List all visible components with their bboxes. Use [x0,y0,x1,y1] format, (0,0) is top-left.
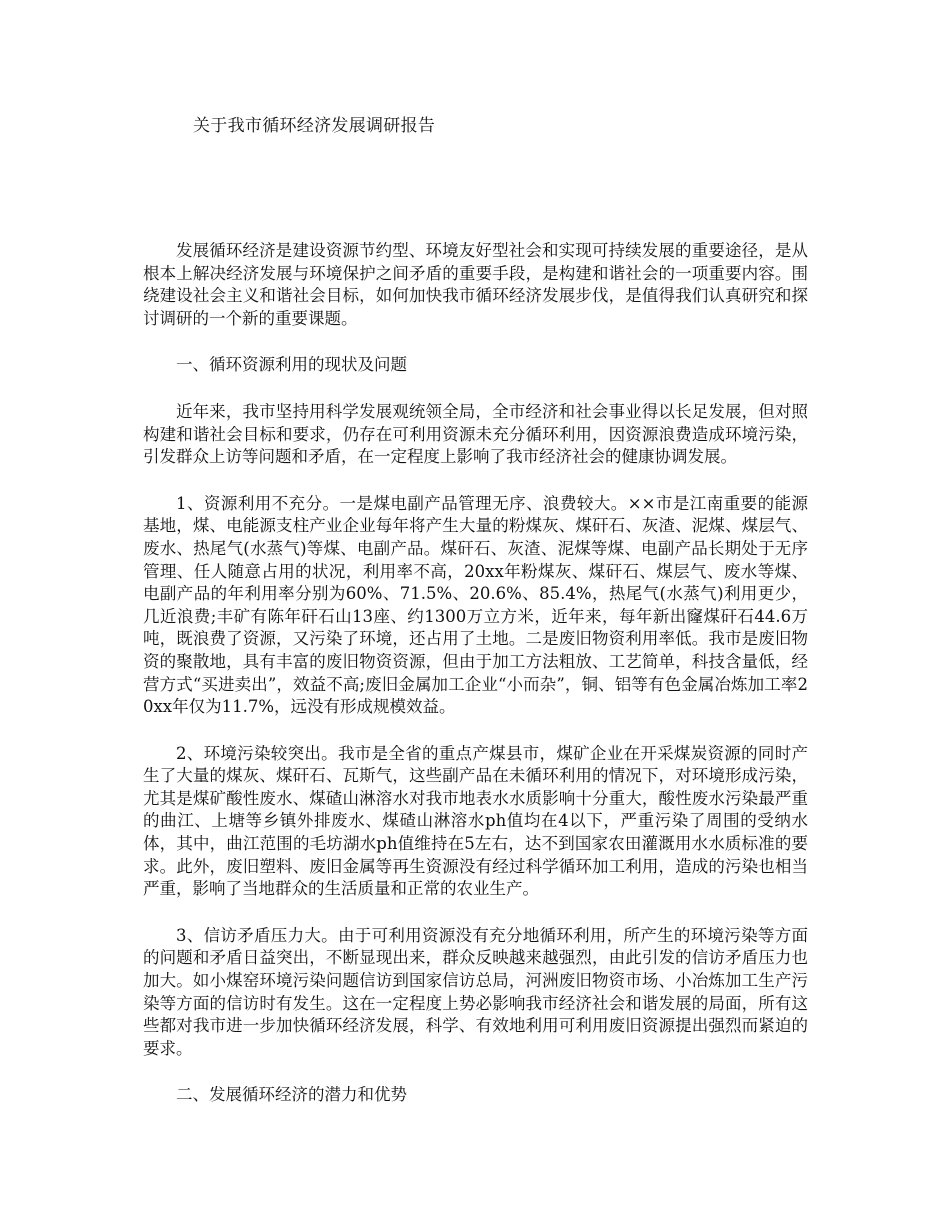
environmental-pollution-paragraph: 2、环境污染较突出。我市是全省的重点产煤县市，煤矿企业在开采煤炭资源的同时产生了大量的煤灰、煤矸石、瓦斯气，这些副产品在未循环利用的情况下，对环境形成污染，尤其是煤矿酸性废水、煤碴山淋溶水对我市地表水水质影响十分重大，酸性废水污染最严重的曲江、上塘等乡镇外排废水、煤碴山淋溶水ph值均在4以下，严重污染了周围的受纳水体，其中，曲江范围的毛坊湖水ph值维持在5左右，达不到国家农田灌溉用水水质标准的要求。此外，废旧塑料、废旧金属等再生资源没有经过科学循环加工利用，造成的污染也相当严重，影响了当地群众的生活质量和正常的农业生产。 [143,743,808,899]
section-1-intro-paragraph: 近年来，我市坚持用科学发展观统领全局，全市经济和社会事业得以长足发展，但对照构建和谐社会目标和要求，仍存在可利用资源未充分循环利用，因资源浪费造成环境污染，引发群众上访等问题和矛盾，在一定程度上影响了我市经济社会的健康协调发展。 [143,401,808,467]
section-heading-2: 二、发展循环经济的潜力和优势 [176,1085,407,1105]
document-title: 关于我市循环经济发展调研报告 [193,116,436,136]
section-heading-1: 一、循环资源利用的现状及问题 [176,355,407,375]
intro-paragraph: 发展循环经济是建设资源节约型、环境友好型社会和实现可持续发展的重要途径，是从根本上解决经济发展与环境保护之间矛盾的重要手段，是构建和谐社会的一项重要内容。围绕建设社会主义和谐社会目标，如何加快我市循环经济发展步伐，是值得我们认真研究和探讨调研的一个新的重要课题。 [143,241,808,328]
resource-utilization-paragraph: 1、资源利用不充分。一是煤电副产品管理无序、浪费较大。××市是江南重要的能源基地，煤、电能源支柱产业企业每年将产生大量的粉煤灰、煤矸石、灰渣、泥煤、煤层气、废水、热尾气(水蒸气)等煤、电副产品。煤矸石、灰渣、泥煤等煤、电副产品长期处于无序管理、任人随意占用的状况，利用率不高，20xx年粉煤灰、煤矸石、煤层气、废水等煤、电副产品的年利用率分别为60%、71.5%、20.6%、85.4%，热尾气(水蒸气)利用更少，几近浪费;丰矿有陈年矸石山13座、约1300万立方米，近年来，每年新出窿煤矸石44.6万吨，既浪费了资源，又污染了环境，还占用了土地。二是废旧物资利用率低。我市是废旧物资的聚散地，具有丰富的废旧物资资源，但由于加工方法粗放、工艺简单，科技含量低，经营方式“买进卖出”，效益不高;废旧金属加工企业“小而杂”，铜、铝等有色金属冶炼加工率20xx年仅为11.7%，远没有形成规模效益。 [143,493,808,717]
petition-pressure-paragraph: 3、信访矛盾压力大。由于可利用资源没有充分地循环利用，所产生的环境污染等方面的问题和矛盾日益突出，不断显现出来，群众反映越来越强烈，由此引发的信访矛盾压力也加大。如小煤窑环境污染问题信访到国家信访总局，河洲废旧物资市场、小冶炼加工生产污染等方面的信访时有发生。这在一定程度上势必影响我市经济社会和谐发展的局面，所有这些都对我市进一步加快循环经济发展，科学、有效地利用可利用废旧资源提出强烈而紧迫的要求。 [143,925,808,1058]
document-body [143,240,808,1131]
